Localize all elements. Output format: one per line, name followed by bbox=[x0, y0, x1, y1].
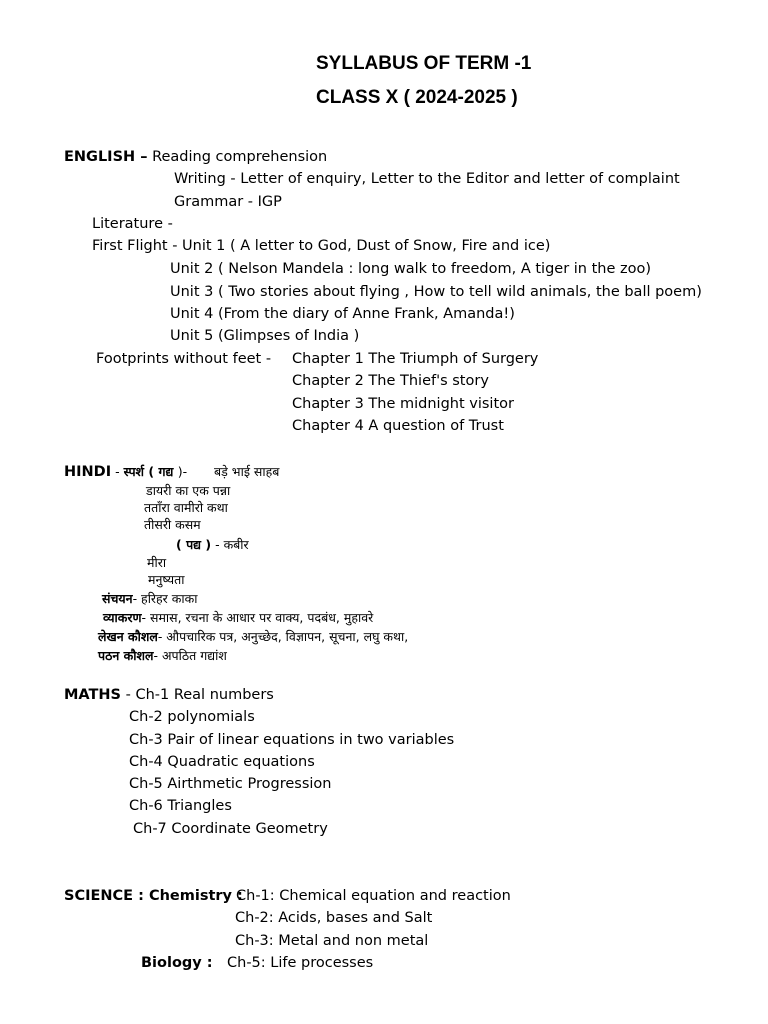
hindi-padya-item-2: मीरा bbox=[147, 555, 167, 570]
science-biology-label: Biology : bbox=[141, 955, 213, 971]
science-chem-ch3: Ch-3: Metal and non metal bbox=[235, 933, 429, 949]
hindi-item-2: डायरी का एक पन्ना bbox=[146, 483, 231, 498]
hindi-item-3: तताँरा वामीरो कथा bbox=[144, 500, 228, 515]
english-reading-line bbox=[64, 150, 327, 165]
english-unit3: Unit 3 ( Two stories about flying , How to tell wild animals, the ball poem) bbox=[170, 284, 702, 300]
hindi-sparsh-line bbox=[64, 465, 187, 480]
maths-ch6: Ch-6 Triangles bbox=[129, 798, 232, 814]
hindi-pathan-label: पठन कौशल bbox=[98, 648, 154, 663]
hindi-vyakaran-line bbox=[103, 612, 373, 625]
maths-ch5: Ch-5 Airthmetic Progression bbox=[129, 776, 332, 792]
maths-ch7: Ch-7 Coordinate Geometry bbox=[133, 821, 328, 837]
hindi-item-4: तीसरी कसम bbox=[144, 517, 201, 532]
english-footprints-ch2: Chapter 2 The Thief's story bbox=[292, 373, 489, 389]
hindi-padya-item-3: मनुष्यता bbox=[148, 572, 185, 587]
maths-ch1: - Ch-1 Real numbers bbox=[121, 687, 274, 703]
maths-ch3: Ch-3 Pair of linear equations in two variables bbox=[129, 732, 455, 748]
english-footprints-ch4: Chapter 4 A question of Trust bbox=[292, 418, 504, 434]
hindi-sanchayan-text: - हरिहर काका bbox=[132, 591, 198, 606]
english-unit5: Unit 5 (Glimpses of India ) bbox=[170, 328, 360, 344]
hindi-pathan-text: - अपठित गद्यांश bbox=[153, 648, 227, 663]
hindi-padya-line bbox=[176, 539, 249, 552]
syllabus-title: SYLLABUS OF TERM -1 bbox=[316, 53, 532, 74]
english-footprints-ch1: Chapter 1 The Triumph of Surgery bbox=[292, 351, 539, 367]
english-footprints-ch3: Chapter 3 The midnight visitor bbox=[292, 396, 514, 412]
hindi-padya-item-1: - कबीर bbox=[211, 537, 249, 552]
hindi-vyakaran-label: व्याकरण bbox=[103, 610, 142, 625]
science-bio-ch5: Ch-5: Life processes bbox=[227, 955, 374, 971]
english-literature: Literature - bbox=[92, 216, 173, 232]
english-label: ENGLISH – bbox=[64, 149, 148, 165]
hindi-lekhan-label: लेखन कौशल bbox=[98, 629, 158, 644]
english-reading: Reading comprehension bbox=[152, 149, 328, 165]
hindi-label: HINDI bbox=[64, 464, 112, 480]
english-unit2: Unit 2 ( Nelson Mandela : long walk to freedom, A tiger in the zoo) bbox=[170, 261, 652, 277]
hindi-sanchayan-label: संचयन bbox=[102, 591, 133, 606]
hindi-lekhan-text: - औपचारिक पत्र, अनुच्छेद, विज्ञापन, सूचना, लघु कथा, bbox=[157, 629, 409, 644]
hindi-vyakaran-text: - समास, रचना के आधार पर वाक्य, पदबंध, मुहावरे bbox=[141, 610, 374, 625]
maths-label: MATHS bbox=[64, 687, 121, 703]
hindi-dash: - bbox=[111, 464, 124, 479]
maths-ch1-line bbox=[64, 688, 274, 703]
class-title: CLASS X ( 2024-2025 ) bbox=[316, 87, 518, 108]
english-unit4: Unit 4 (From the diary of Anne Frank, Amanda!) bbox=[170, 306, 515, 322]
english-writing: Writing - Letter of enquiry, Letter to the Editor and letter of complaint bbox=[174, 171, 680, 187]
hindi-sanchayan-line bbox=[102, 593, 197, 606]
hindi-lekhan-line bbox=[98, 631, 408, 644]
maths-ch4: Ch-4 Quadratic equations bbox=[129, 754, 315, 770]
hindi-sparsh-close: )- bbox=[177, 464, 188, 479]
english-grammar: Grammar - IGP bbox=[174, 194, 282, 210]
english-first-flight-unit1: First Flight - Unit 1 ( A letter to God, Dust of Snow, Fire and ice) bbox=[92, 238, 551, 254]
science-chem-ch2: Ch-2: Acids, bases and Salt bbox=[235, 910, 433, 926]
science-label: SCIENCE : Chemistry : bbox=[64, 888, 243, 904]
science-chem-ch1: Ch-1: Chemical equation and reaction bbox=[236, 888, 511, 904]
hindi-pathan-line bbox=[98, 650, 227, 663]
english-footprints-label: Footprints without feet - bbox=[96, 351, 272, 367]
maths-ch2: Ch-2 polynomials bbox=[129, 709, 255, 725]
hindi-item-1: बड़े भाई साहब bbox=[214, 464, 280, 479]
hindi-padya-label: ( पद्य ) bbox=[176, 537, 212, 552]
hindi-sparsh-label: स्पर्श ( गद्य bbox=[123, 464, 178, 479]
